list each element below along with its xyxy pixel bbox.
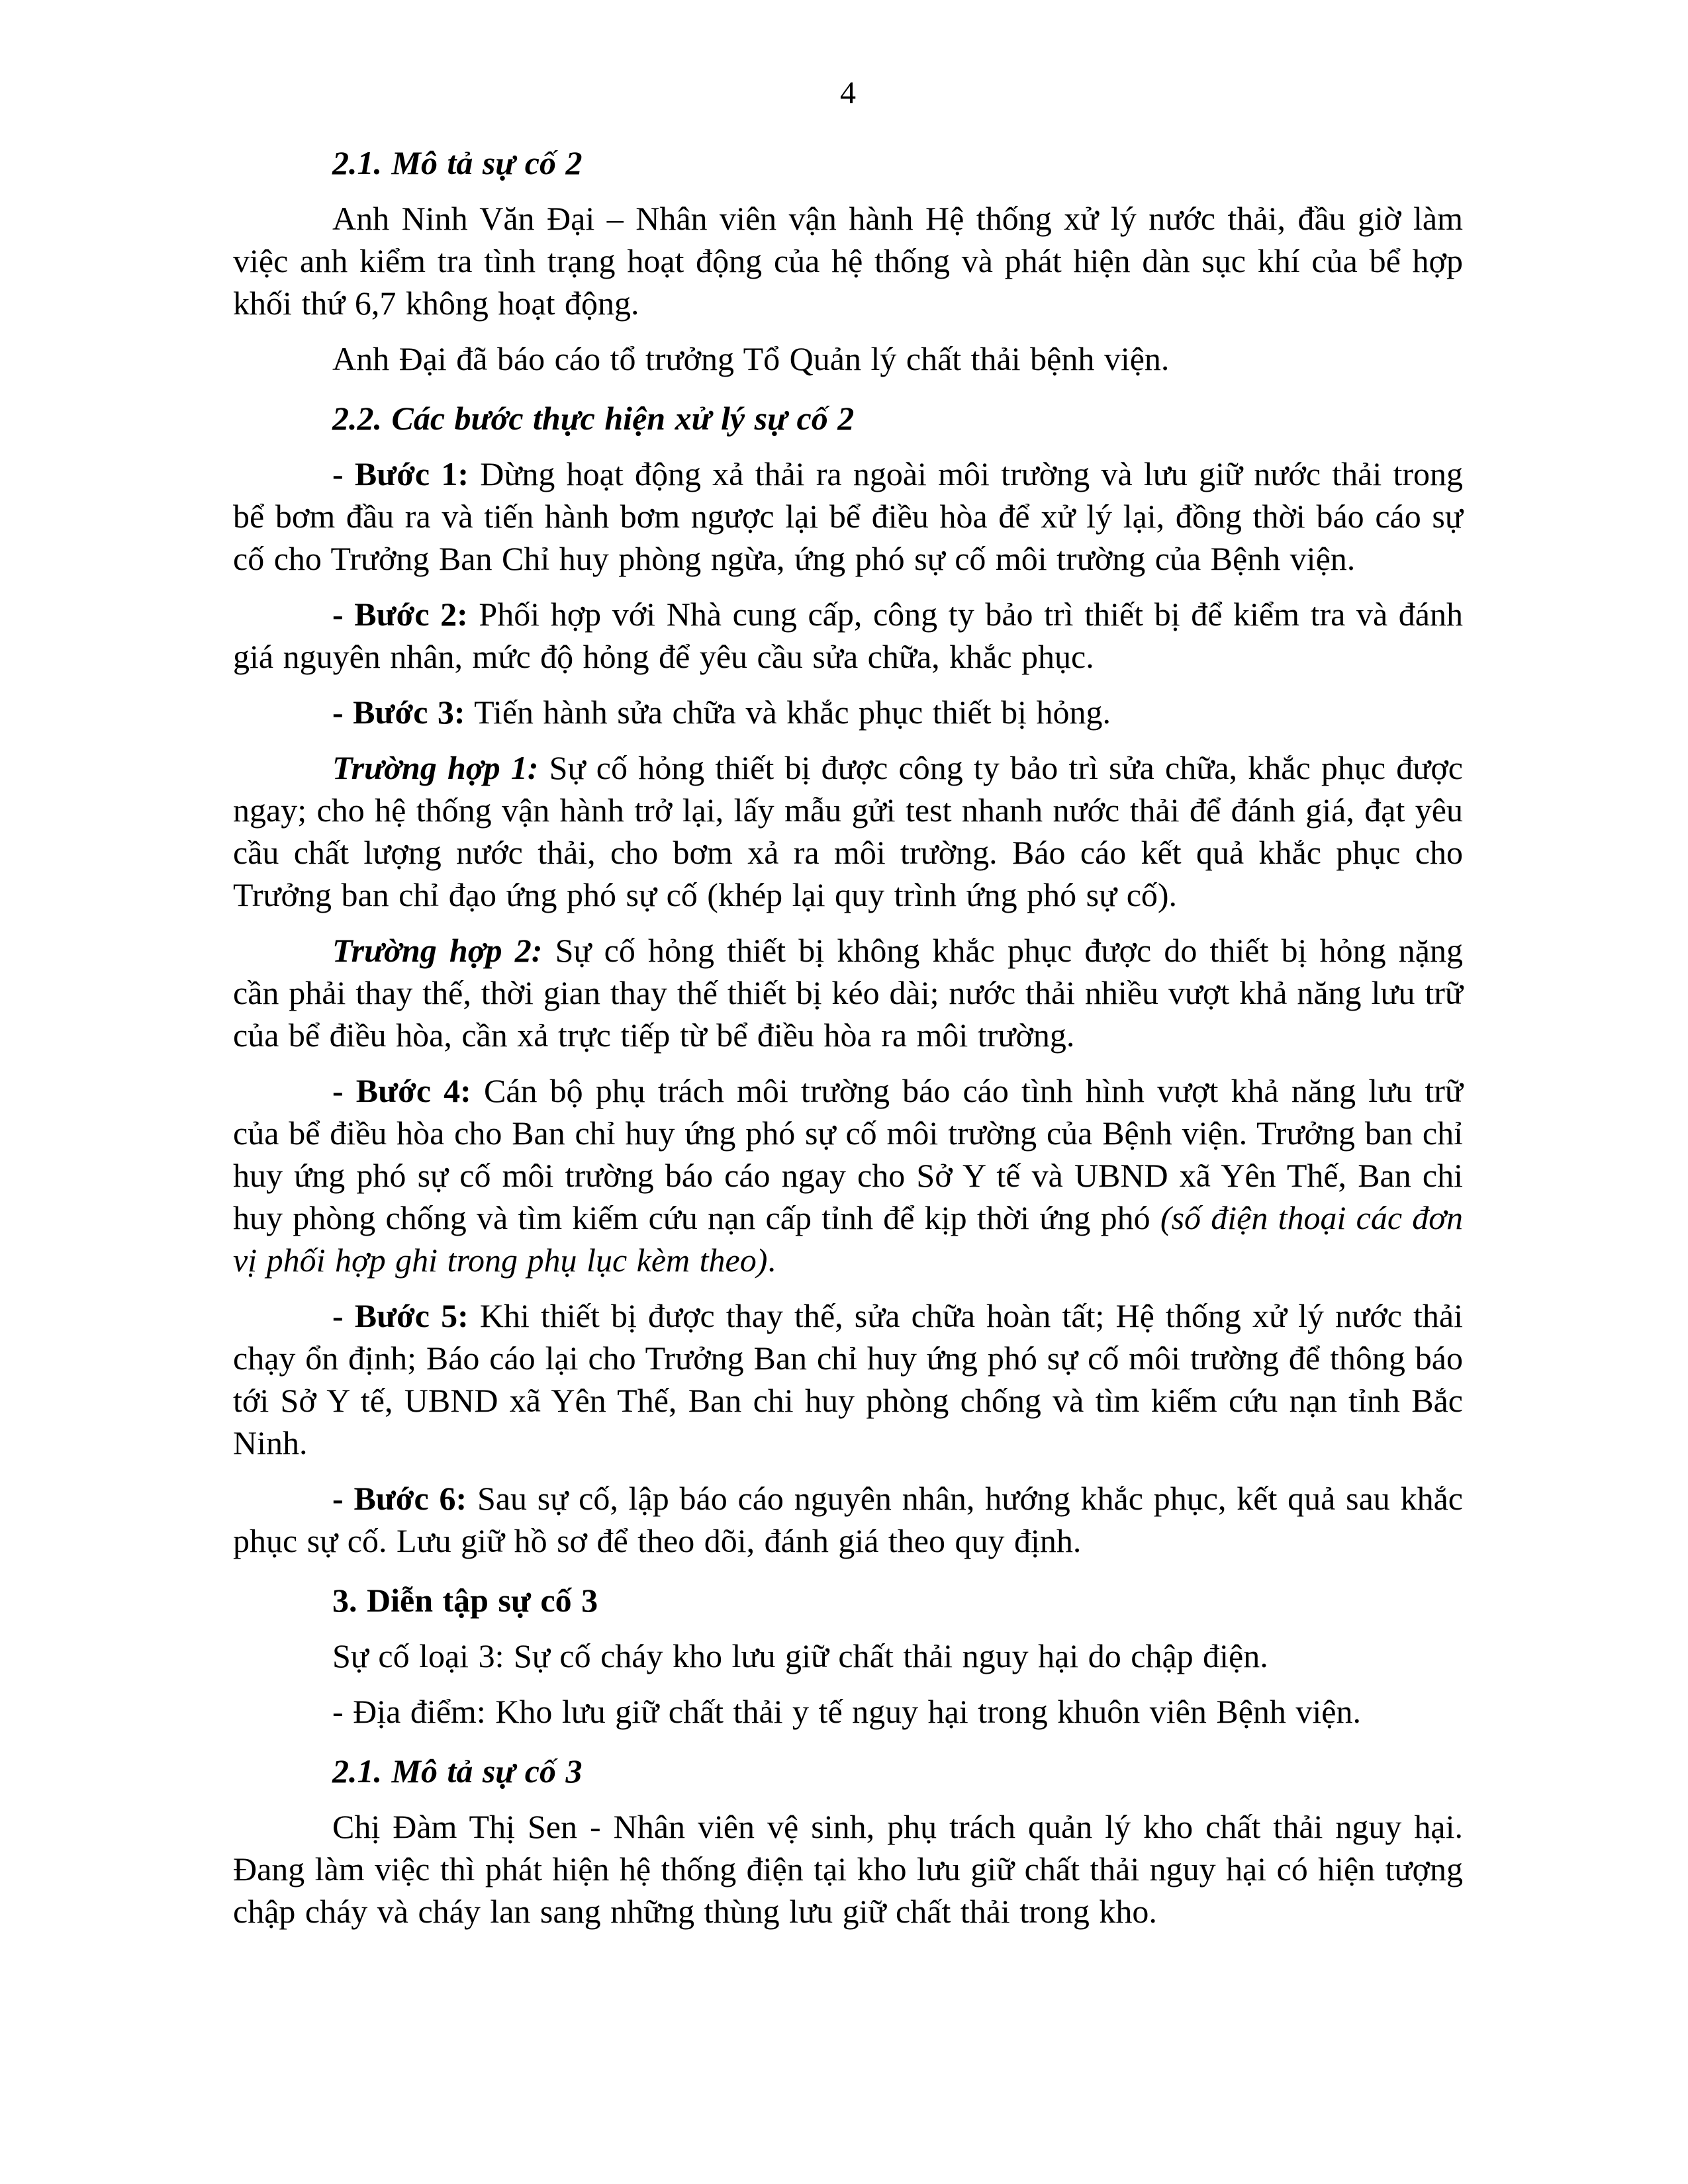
case-2-text: Sự cố hỏng thiết bị không khắc phục được do thiết bị hỏng nặng cần phải thay thế, thời gian thay thế thiết bị kéo dài; nước thải nhiều vượt khả năng lưu trữ của bể điều hòa, cần xả trực tiếp từ bể điều hòa ra môi trường. [233,932,1463,1054]
step-4-label: - Bước 4: [332,1072,471,1109]
step-2-text: Phối hợp với Nhà cung cấp, công ty bảo trì thiết bị để kiểm tra và đánh giá nguyên nhân, mức độ hỏng để yêu cầu sửa chữa, khắc phục. [233,596,1463,675]
paragraph-case-2 [233,929,1463,1056]
paragraph-incident3-location: - Địa điểm: Kho lưu giữ chất thải y tế nguy hại trong khuôn viên Bệnh viện. [332,1693,1361,1730]
case-1-text: Sự cố hỏng thiết bị được công ty bảo trì sửa chữa, khắc phục được ngay; cho hệ thống vận hành trở lại, lấy mẫu gửi test nhanh nước thải để đánh giá, đạt yêu cầu chất lượng nước thải, cho bơm xả ra môi trường. Báo cáo kết quả khắc phục cho Trưởng ban chỉ đạo ứng phó sự cố (khép lại quy trình ứng phó sự cố). [233,749,1463,913]
paragraph-incident2-description: Anh Ninh Văn Đại – Nhân viên vận hành Hệ thống xử lý nước thải, đầu giờ làm việc anh kiểm tra tình trạng hoạt động của hệ thống và phát hiện dàn sục khí của bể hợp khối thứ 6,7 không hoạt động. [233,200,1463,322]
step-1-text: Dừng hoạt động xả thải ra ngoài môi trường và lưu giữ nước thải trong bể bơm đầu ra và tiến hành bơm ngược lại bể điều hòa để xử lý lại, đồng thời báo cáo sự cố cho Trưởng Ban Chỉ huy phòng ngừa, ứng phó sự cố môi trường của Bệnh viện. [233,455,1463,577]
heading-incident2-steps: 2.2. Các bước thực hiện xử lý sự cố 2 [332,400,855,437]
paragraph-step-4 [233,1069,1463,1281]
heading-incident3-drill: 3. Diễn tập sự cố 3 [332,1582,598,1619]
step-3-label: - Bước 3: [332,694,465,731]
paragraph-step-3 [233,691,1463,733]
step-1-label: - Bước 1: [332,455,469,492]
heading-incident3-description: 2.1. Mô tả sự cố 3 [332,1752,583,1790]
paragraph-case-1 [233,747,1463,916]
step-4-text: Cán bộ phụ trách môi trường báo cáo tình hình vượt khả năng lưu trữ của bể điều hòa cho Ban chỉ huy ứng phó sự cố môi trường của Bệnh viện. Trưởng ban chỉ huy ứng phó sự cố môi trường báo cáo ngay cho Sở Y tế và UBND xã Yên Thế, Ban chi huy phòng chống và tìm kiếm cứu nạn cấp tỉnh để kịp thời ứng phó [233,1072,1463,1236]
step-2-label: - Bước 2: [332,596,468,633]
step-4-tail: . [767,1242,776,1279]
page-number: 4 [840,75,856,111]
step-6-label: - Bước 6: [332,1480,467,1517]
case-1-label: Trường hợp 1: [332,749,539,786]
step-5-label: - Bước 5: [332,1297,469,1334]
paragraph-incident3-type: Sự cố loại 3: Sự cố cháy kho lưu giữ chất thải nguy hại do chập điện. [332,1637,1268,1674]
paragraph-incident3-description: Chị Đàm Thị Sen - Nhân viên vệ sinh, phụ trách quản lý kho chất thải nguy hại. Đang làm việc thì phát hiện hệ thống điện tại kho lưu giữ chất thải nguy hại có hiện tượng chập cháy và cháy lan sang những thùng lưu giữ chất thải trong kho. [233,1808,1463,1930]
step-6-text: Sau sự cố, lập báo cáo nguyên nhân, hướng khắc phục, kết quả sau khắc phục sự cố. Lưu giữ hồ sơ để theo dõi, đánh giá theo quy định. [233,1480,1463,1559]
case-2-label: Trường hợp 2: [332,932,543,969]
step-3-text: Tiến hành sửa chữa và khắc phục thiết bị hỏng. [465,694,1111,731]
step-5-text: Khi thiết bị được thay thế, sửa chữa hoàn tất; Hệ thống xử lý nước thải chạy ổn định; Báo cáo lại cho Trưởng Ban chỉ huy ứng phó sự cố môi trường để thông báo tới Sở Y tế, UBND xã Yên Thế, Ban chi huy phòng chống và tìm kiếm cứu nạn tỉnh Bắc Ninh. [233,1297,1463,1461]
heading-incident2-description: 2.1. Mô tả sự cố 2 [332,144,583,181]
paragraph-step-6 [233,1477,1463,1562]
paragraph-step-5 [233,1295,1463,1464]
step-4-phone-note: (số điện thoại các đơn vị phối hợp ghi trong phụ lục kèm theo) [233,1199,1463,1279]
paragraph-step-2 [233,593,1463,678]
paragraph-incident2-report: Anh Đại đã báo cáo tổ trưởng Tổ Quản lý chất thải bệnh viện. [332,340,1170,377]
paragraph-step-1 [233,453,1463,580]
